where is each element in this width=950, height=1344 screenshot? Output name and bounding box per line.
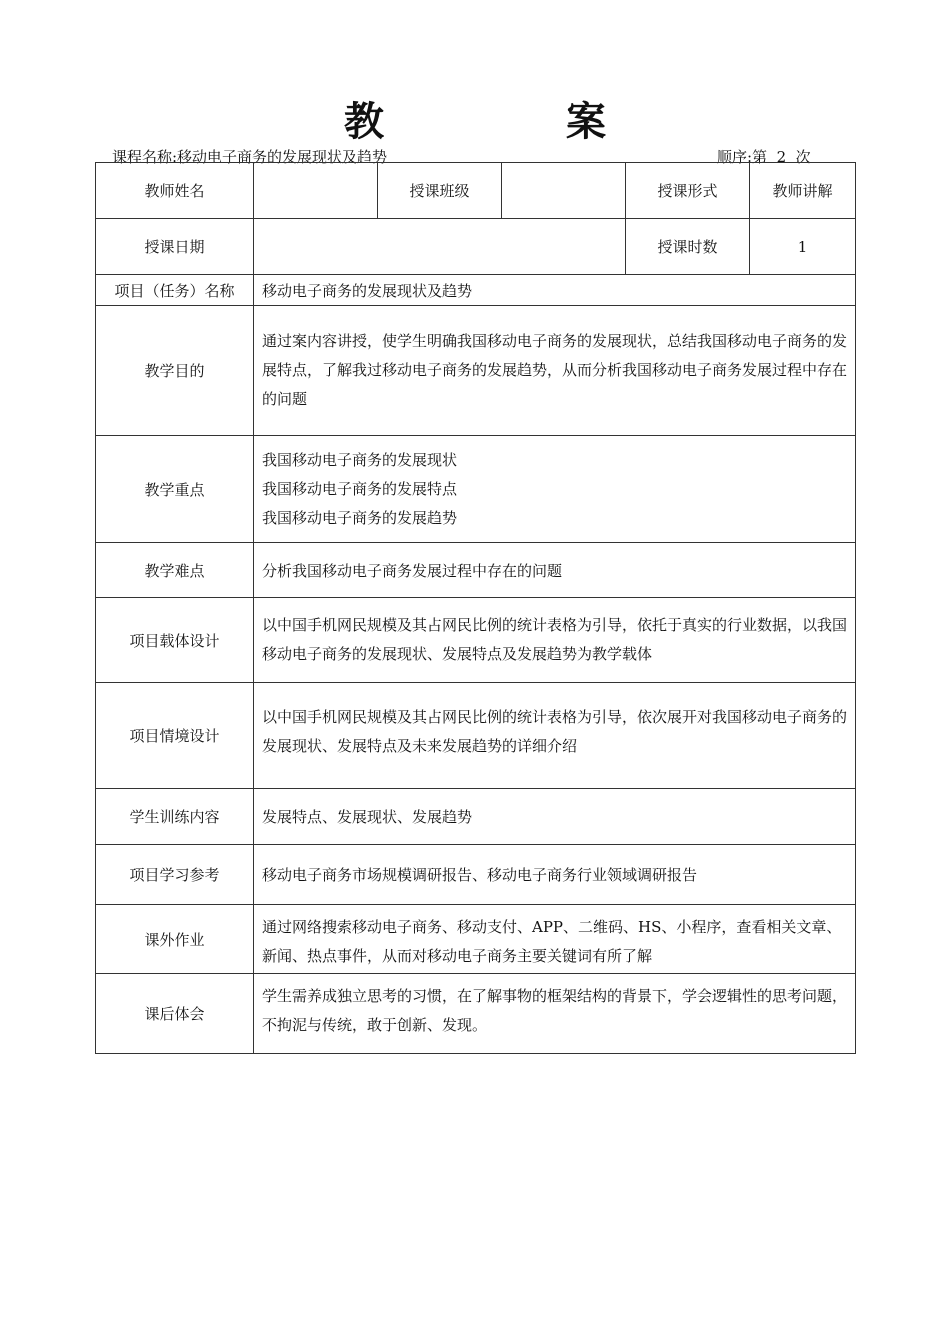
- table-row: [96, 275, 856, 306]
- homework-label: 课外作业: [96, 905, 254, 974]
- goal-label: 教学目的: [96, 306, 254, 436]
- order-line: 顺序:第 2 次: [717, 148, 811, 166]
- goal-value[interactable]: 通过案内容讲授，使学生明确我国移动电子商务的发展现状，总结我国移动电子商务的发展特点，了解我过移动电子商务的发展趋势，从而分析我国移动电子商务发展过程中存在的问题: [254, 306, 856, 436]
- date-label: 授课日期: [96, 219, 254, 275]
- reflection-value[interactable]: 学生需养成独立思考的习惯，在了解事物的框架结构的背景下，学会逻辑性的思考问题，不拘泥与传统，敢于创新、发现。: [254, 974, 856, 1054]
- page-title: 教 案: [344, 99, 690, 145]
- table-row: [96, 543, 856, 598]
- teacher-name-value[interactable]: [254, 163, 378, 219]
- lesson-plan-table: [95, 162, 856, 1054]
- homework-value[interactable]: 通过网络搜索移动电子商务、移动支付、APP、二维码、HS、小程序，查看相关文章、新闻、热点事件，从而对移动电子商务主要关键词有所了解: [254, 905, 856, 974]
- teacher-name-label: 教师姓名: [96, 163, 254, 219]
- hours-value[interactable]: 1: [750, 219, 856, 275]
- table-row: [96, 436, 856, 543]
- form-label: 授课形式: [626, 163, 750, 219]
- focus-line: 我国移动电子商务的发展特点: [262, 479, 458, 498]
- project-value[interactable]: 移动电子商务的发展现状及趋势: [254, 275, 856, 306]
- hours-label: 授课时数: [626, 219, 750, 275]
- reflection-label: 课后体会: [96, 974, 254, 1054]
- reference-value[interactable]: 移动电子商务市场规模调研报告、移动电子商务行业领域调研报告: [254, 845, 856, 905]
- focus-line: 我国移动电子商务的发展趋势: [262, 508, 458, 527]
- focus-line: 我国移动电子商务的发展现状: [262, 450, 458, 469]
- scenario-label: 项目情境设计: [96, 683, 254, 789]
- project-label: 项目（任务）名称: [96, 275, 254, 306]
- course-name-line: 课程名称:移动电子商务的发展现状及趋势: [112, 148, 388, 166]
- focus-label: 教学重点: [96, 436, 254, 543]
- carrier-value[interactable]: 以中国手机网民规模及其占网民比例的统计表格为引导，依托于真实的行业数据，以我国移动电子商务的发展现状、发展特点及发展趋势为教学载体: [254, 598, 856, 683]
- reference-label: 项目学习参考: [96, 845, 254, 905]
- table-row: [96, 163, 856, 219]
- date-value[interactable]: [254, 219, 626, 275]
- scenario-value[interactable]: 以中国手机网民规模及其占网民比例的统计表格为引导，依次展开对我国移动电子商务的发展现状、发展特点及未来发展趋势的详细介绍: [254, 683, 856, 789]
- table-row: [96, 219, 856, 275]
- form-value[interactable]: 教师讲解: [750, 163, 856, 219]
- carrier-label: 项目载体设计: [96, 598, 254, 683]
- table-row: [96, 905, 856, 974]
- class-value[interactable]: [502, 163, 626, 219]
- difficulty-value[interactable]: 分析我国移动电子商务发展过程中存在的问题: [254, 543, 856, 598]
- training-label: 学生训练内容: [96, 789, 254, 845]
- focus-value[interactable]: [254, 436, 856, 543]
- table-row: [96, 683, 856, 789]
- table-row: [96, 974, 856, 1054]
- class-label: 授课班级: [378, 163, 502, 219]
- difficulty-label: 教学难点: [96, 543, 254, 598]
- table-row: [96, 306, 856, 436]
- table-row: [96, 598, 856, 683]
- table-row: [96, 789, 856, 845]
- training-value[interactable]: 发展特点、发展现状、发展趋势: [254, 789, 856, 845]
- table-row: [96, 845, 856, 905]
